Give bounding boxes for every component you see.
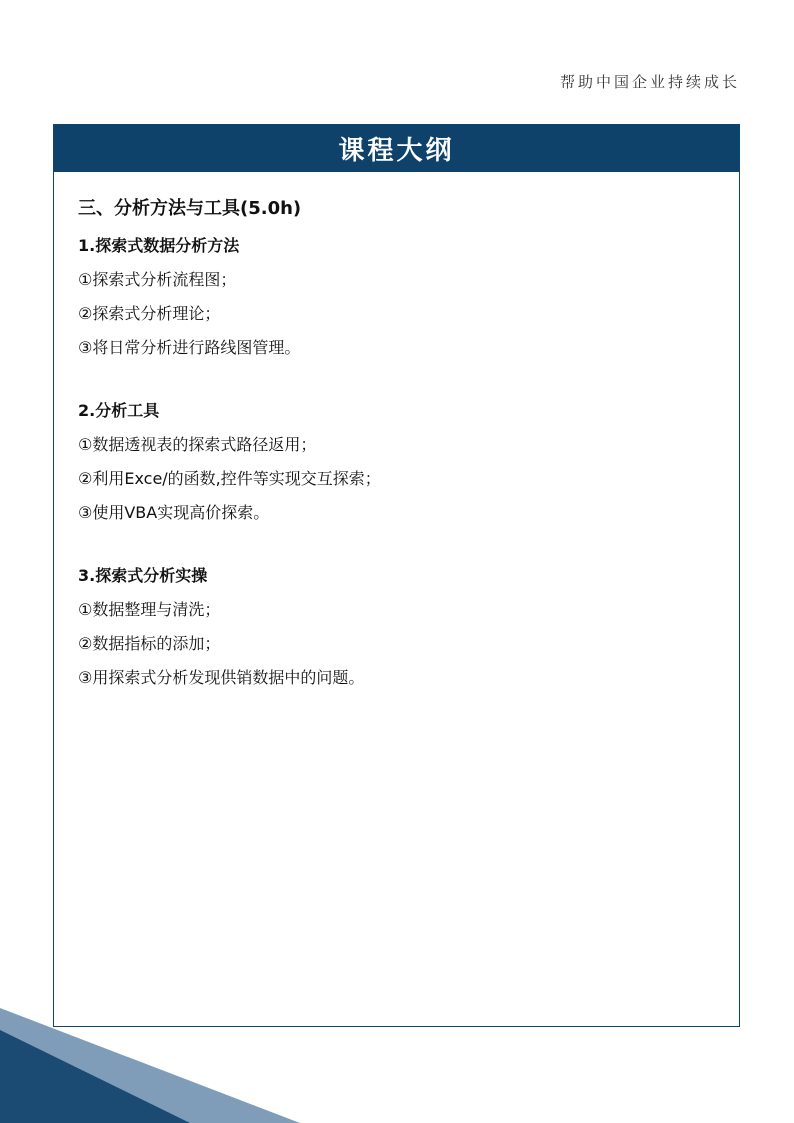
outline-content — [54, 172, 739, 695]
course-outline-panel — [53, 124, 740, 1027]
list-item: ②利用Exce/的函数,控件等实现交互探索； — [78, 469, 381, 488]
group-title: 3.探索式分析实操 — [78, 566, 208, 585]
list-item: ①探索式分析流程图； — [78, 270, 237, 289]
list-item: ③将日常分析进行路线图管理。 — [78, 338, 301, 357]
group-title: 2.分析工具 — [78, 401, 160, 420]
panel-title: 课程大纲 — [54, 125, 739, 172]
list-item: ①数据透视表的探索式路径返用； — [78, 435, 317, 454]
corner-decoration-dark — [0, 1030, 190, 1123]
list-item: ②数据指标的添加； — [78, 634, 221, 653]
list-item: ③用探索式分析发现供销数据中的问题。 — [78, 668, 365, 687]
outline-group-1 — [78, 229, 739, 365]
list-item: ②探索式分析理论； — [78, 304, 221, 323]
list-item: ③使用VBA实现高价探索。 — [78, 503, 270, 522]
list-item: ①数据整理与清洗； — [78, 600, 221, 619]
header-slogan: 帮助中国企业持续成长 — [559, 73, 740, 91]
outline-group-2 — [78, 394, 739, 530]
section-title: 三、分析方法与工具(5.0h) — [78, 198, 302, 219]
outline-group-3 — [78, 559, 739, 695]
group-title: 1.探索式数据分析方法 — [78, 236, 240, 255]
